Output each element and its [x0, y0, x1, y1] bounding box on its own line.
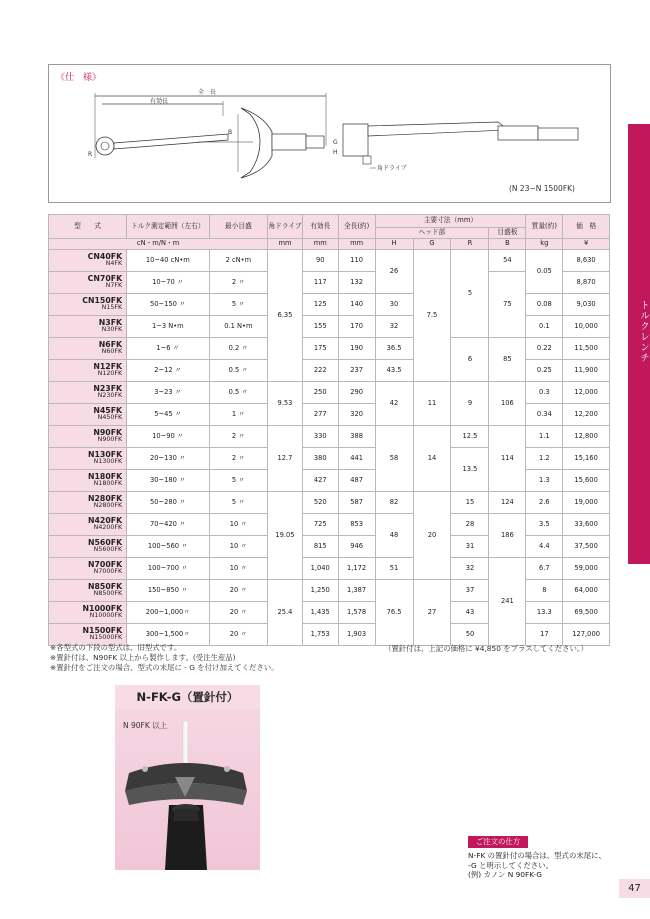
range-cell: 50~150 〃 — [127, 294, 209, 316]
old-model-name: N5600FK — [93, 546, 123, 554]
photo-title: N-FK-G（置針付） — [115, 685, 260, 709]
price-cell: 10,000 — [563, 316, 610, 338]
min-div-cell: 10 〃 — [209, 558, 268, 580]
spec-title: 《仕 様》 — [56, 73, 102, 83]
mass-cell: 6.7 — [526, 558, 563, 580]
model-cell — [49, 404, 127, 426]
price-cell: 19,000 — [563, 492, 610, 514]
b-cell: 186 — [489, 514, 526, 558]
mass-cell: 1.3 — [526, 470, 563, 492]
price-cell: 69,500 — [563, 602, 610, 624]
order-line: (例) カノン N 90FK-G — [468, 870, 542, 880]
model-name: N180FK — [87, 472, 123, 482]
b-cell: 85 — [489, 338, 526, 382]
header-total-length: 全長(約) — [338, 215, 375, 239]
model-cell — [49, 536, 127, 558]
label-effective-length: 有効長 — [150, 98, 169, 105]
model-cell — [49, 602, 127, 624]
total-length-cell: 853 — [338, 514, 375, 536]
h-cell: 82 — [375, 492, 413, 514]
old-model-name: N230FK — [97, 392, 123, 400]
old-model-name: N60FK — [101, 348, 123, 356]
range-cell: 150~850 〃 — [127, 580, 209, 602]
header-h: H — [375, 239, 413, 250]
wrench-diagram — [78, 86, 618, 190]
range-cell: 10~70 〃 — [127, 272, 209, 294]
old-model-name: N7000FK — [93, 568, 123, 576]
min-div-cell: 20 〃 — [209, 602, 268, 624]
order-line: -G と明示してください。 — [468, 860, 553, 870]
unit-eff-length: mm — [302, 239, 338, 250]
price-cell: 37,500 — [563, 536, 610, 558]
mass-cell: 0.22 — [526, 338, 563, 360]
table-row — [49, 558, 610, 580]
g-cell: 11 — [413, 382, 451, 426]
header-head: ヘッド部 — [375, 228, 489, 239]
total-length-cell: 290 — [338, 382, 375, 404]
photo-subtitle: N 90FK 以上 — [123, 721, 168, 730]
price-cell: 33,600 — [563, 514, 610, 536]
h-cell: 58 — [375, 426, 413, 492]
header-drive: 角ドライブ — [268, 215, 303, 239]
unit-mass: kg — [526, 239, 563, 250]
price-cell: 59,000 — [563, 558, 610, 580]
mass-cell: 1.1 — [526, 426, 563, 448]
eff-length-cell: 1,753 — [302, 624, 338, 646]
eff-length-cell: 250 — [302, 382, 338, 404]
r-cell: 6 — [451, 338, 489, 382]
r-cell: 15 — [451, 492, 489, 514]
b-cell: 241 — [489, 558, 526, 646]
eff-length-cell: 725 — [302, 514, 338, 536]
mass-cell: 2.6 — [526, 492, 563, 514]
min-div-cell: 10 〃 — [209, 514, 268, 536]
model-name: N45FK — [93, 406, 123, 416]
side-tab-label: トルクレンチ — [638, 300, 649, 363]
old-model-name: N2800FK — [93, 502, 123, 510]
price-cell: 12,800 — [563, 426, 610, 448]
b-cell: 106 — [489, 382, 526, 426]
eff-length-cell: 90 — [302, 250, 338, 272]
eff-length-cell: 330 — [302, 426, 338, 448]
header-price: 価 格 — [563, 215, 610, 239]
model-name: CN40FK — [87, 252, 123, 262]
mass-cell: 0.05 — [526, 250, 563, 294]
min-div-cell: 5 〃 — [209, 492, 268, 514]
old-model-name: N900FK — [97, 436, 123, 444]
r-cell: 32 — [451, 558, 489, 580]
old-model-name: N1300FK — [93, 458, 123, 466]
r-cell: 12.5 — [451, 426, 489, 448]
old-model-name: N4200FK — [93, 524, 123, 532]
min-div-cell: 2 〃 — [209, 448, 268, 470]
range-cell: 70~420 〃 — [127, 514, 209, 536]
table-row — [49, 360, 610, 382]
product-photo — [115, 709, 260, 870]
eff-length-cell: 427 — [302, 470, 338, 492]
mass-cell: 8 — [526, 580, 563, 602]
r-cell: 5 — [451, 250, 489, 338]
eff-length-cell: 117 — [302, 272, 338, 294]
header-model: 型 式 — [49, 215, 127, 239]
model-name: N90FK — [93, 428, 123, 438]
label-h: H — [333, 149, 338, 156]
r-cell: 50 — [451, 624, 489, 646]
eff-length-cell: 1,250 — [302, 580, 338, 602]
eff-length-cell: 222 — [302, 360, 338, 382]
order-title: ご注文の仕方 — [468, 836, 528, 848]
total-length-cell: 1,578 — [338, 602, 375, 624]
range-cell: 1~3 N•m — [127, 316, 209, 338]
table-row — [49, 602, 610, 624]
model-cell — [49, 382, 127, 404]
table-row — [49, 470, 610, 492]
model-name: N6FK — [98, 340, 123, 350]
table-row — [49, 580, 610, 602]
range-cell: 30~180 〃 — [127, 470, 209, 492]
order-line: N-FK の置針付の場合は、型式の末尾に、 — [468, 851, 606, 860]
range-cell: 50~280 〃 — [127, 492, 209, 514]
header-dial: 目盛板 — [489, 228, 526, 239]
price-cell: 12,000 — [563, 382, 610, 404]
mass-cell: 0.34 — [526, 404, 563, 426]
unit-drive: mm — [268, 239, 303, 250]
range-cell: 5~45 〃 — [127, 404, 209, 426]
header-range: トルク測定範囲（左右） — [127, 215, 209, 239]
model-name: N12FK — [93, 362, 123, 372]
total-length-cell: 1,387 — [338, 580, 375, 602]
header-g: G — [413, 239, 451, 250]
price-cell: 15,160 — [563, 448, 610, 470]
model-cell — [49, 514, 127, 536]
min-div-cell: 2 cN•m — [209, 250, 268, 272]
header-b: B — [489, 239, 526, 250]
model-name: N1500FK — [82, 626, 123, 636]
range-cell: 3~23 〃 — [127, 382, 209, 404]
price-cell: 9,030 — [563, 294, 610, 316]
table-row — [49, 426, 610, 448]
range-cell: 10~40 cN•m — [127, 250, 209, 272]
unit-total-length: mm — [338, 239, 375, 250]
total-length-cell: 587 — [338, 492, 375, 514]
drive-cell: 6.35 — [268, 250, 303, 382]
min-div-cell: 5 〃 — [209, 294, 268, 316]
mass-cell: 13.3 — [526, 602, 563, 624]
eff-length-cell: 380 — [302, 448, 338, 470]
min-div-cell: 10 〃 — [209, 536, 268, 558]
model-name: N560FK — [87, 538, 123, 548]
g-cell: 14 — [413, 426, 451, 492]
mass-cell: 4.4 — [526, 536, 563, 558]
footnote-line: ※置針付をご注文の場合、型式の末尾に - G を付け加えてください。 — [50, 663, 279, 672]
range-cell: 100~700 〃 — [127, 558, 209, 580]
label-b: B — [228, 129, 233, 136]
table-row — [49, 272, 610, 294]
table-row — [49, 404, 610, 426]
model-name: N280FK — [87, 494, 123, 504]
table-row — [49, 492, 610, 514]
b-cell: 124 — [489, 492, 526, 514]
r-cell: 31 — [451, 536, 489, 558]
model-name: N130FK — [87, 450, 123, 460]
total-length-cell: 388 — [338, 426, 375, 448]
price-cell: 15,600 — [563, 470, 610, 492]
h-cell: 43.5 — [375, 360, 413, 382]
h-cell: 42 — [375, 382, 413, 426]
order-body — [468, 851, 606, 880]
model-cell — [49, 492, 127, 514]
mass-cell: 0.08 — [526, 294, 563, 316]
mass-cell: 3.5 — [526, 514, 563, 536]
unit-price: ¥ — [563, 239, 610, 250]
total-length-cell: 487 — [338, 470, 375, 492]
mass-cell: 0.1 — [526, 316, 563, 338]
price-cell: 11,900 — [563, 360, 610, 382]
model-cell — [49, 272, 127, 294]
model-range-note: (N 23~N 1500FK) — [509, 184, 575, 193]
old-model-name: N7FK — [105, 282, 123, 290]
footnotes — [50, 643, 279, 673]
price-cell: 8,630 — [563, 250, 610, 272]
model-name: N23FK — [93, 384, 123, 394]
model-cell — [49, 338, 127, 360]
table-row — [49, 536, 610, 558]
r-cell: 37 — [451, 580, 489, 602]
model-cell — [49, 426, 127, 448]
min-div-cell: 2 〃 — [209, 426, 268, 448]
model-name: N420FK — [87, 516, 123, 526]
torque-wrench-photo — [115, 709, 260, 870]
r-cell: 43 — [451, 602, 489, 624]
r-cell: 13.5 — [451, 448, 489, 492]
header-min-div: 最小目盛 — [209, 215, 268, 239]
old-model-name: N15FK — [101, 304, 123, 312]
model-name: N850FK — [87, 582, 123, 592]
h-cell: 26 — [375, 250, 413, 294]
price-cell: 64,000 — [563, 580, 610, 602]
total-length-cell: 132 — [338, 272, 375, 294]
total-length-cell: 110 — [338, 250, 375, 272]
min-div-cell: 20 〃 — [209, 580, 268, 602]
table-row — [49, 316, 610, 338]
header-r: R — [451, 239, 489, 250]
model-name: N1000FK — [82, 604, 123, 614]
old-model-name: N30FK — [101, 326, 123, 334]
total-length-cell: 190 — [338, 338, 375, 360]
table-row — [49, 338, 610, 360]
old-model-name: N1800FK — [93, 480, 123, 488]
range-cell: 2~12 〃 — [127, 360, 209, 382]
min-div-cell: 0.2 〃 — [209, 338, 268, 360]
model-cell — [49, 448, 127, 470]
model-name: CN150FK — [82, 296, 123, 306]
model-cell — [49, 580, 127, 602]
eff-length-cell: 125 — [302, 294, 338, 316]
drive-cell: 25.4 — [268, 580, 303, 646]
h-cell: 36.5 — [375, 338, 413, 360]
mass-cell: 17 — [526, 624, 563, 646]
range-cell: 300~1,500〃 — [127, 624, 209, 646]
total-length-cell: 441 — [338, 448, 375, 470]
eff-length-cell: 175 — [302, 338, 338, 360]
min-div-cell: 2 〃 — [209, 272, 268, 294]
range-cell: 20~130 〃 — [127, 448, 209, 470]
price-cell: 127,000 — [563, 624, 610, 646]
total-length-cell: 1,172 — [338, 558, 375, 580]
model-cell — [49, 558, 127, 580]
min-div-cell: 0.1 N•m — [209, 316, 268, 338]
h-cell: 30 — [375, 294, 413, 316]
old-model-name: N4FK — [105, 260, 123, 268]
min-div-cell: 0.5 〃 — [209, 360, 268, 382]
total-length-cell: 140 — [338, 294, 375, 316]
table-row — [49, 294, 610, 316]
range-cell: 200~1,000〃 — [127, 602, 209, 624]
label-r: R — [88, 151, 93, 158]
h-cell: 51 — [375, 558, 413, 580]
g-cell: 27 — [413, 580, 451, 646]
g-cell: 20 — [413, 492, 451, 580]
eff-length-cell: 1,435 — [302, 602, 338, 624]
eff-length-cell: 815 — [302, 536, 338, 558]
spec-table — [48, 214, 610, 646]
b-cell: 75 — [489, 272, 526, 338]
model-cell — [49, 360, 127, 382]
price-cell: 12,200 — [563, 404, 610, 426]
drive-cell: 19.05 — [268, 492, 303, 580]
min-div-cell: 1 〃 — [209, 404, 268, 426]
model-cell — [49, 316, 127, 338]
g-cell: 7.5 — [413, 250, 451, 382]
table-row — [49, 250, 610, 272]
footnote-line: ※各型式の下段の型式は、旧型式です。 — [50, 643, 182, 652]
r-cell: 9 — [451, 382, 489, 426]
mass-cell: 1.2 — [526, 448, 563, 470]
total-length-cell: 320 — [338, 404, 375, 426]
mass-cell: 0.25 — [526, 360, 563, 382]
model-name: N3FK — [98, 318, 123, 328]
footnote-line: ※置針付は、N90FK 以上から製作します。(受注生産品) — [50, 653, 236, 662]
header-main-dims: 主要寸法（mm） — [375, 215, 526, 228]
price-note: （置針付は、上記の価格に ¥4,850 をプラスしてください。） — [384, 644, 589, 653]
mass-cell: 0.3 — [526, 382, 563, 404]
total-length-cell: 237 — [338, 360, 375, 382]
unit-torque: cN・m/N・m — [49, 239, 268, 250]
table-row — [49, 448, 610, 470]
label-overall-length: 全 長 — [198, 89, 217, 96]
min-div-cell: 5 〃 — [209, 470, 268, 492]
drive-cell: 9.53 — [268, 382, 303, 426]
label-g: G — [333, 139, 338, 146]
h-cell: 32 — [375, 316, 413, 338]
eff-length-cell: 520 — [302, 492, 338, 514]
b-cell: 54 — [489, 250, 526, 272]
model-name: CN70FK — [87, 274, 123, 284]
price-cell: 11,500 — [563, 338, 610, 360]
model-name: N700FK — [87, 560, 123, 570]
r-cell: 28 — [451, 514, 489, 536]
eff-length-cell: 155 — [302, 316, 338, 338]
min-div-cell: 20 〃 — [209, 624, 268, 646]
model-cell — [49, 294, 127, 316]
h-cell: 76.5 — [375, 580, 413, 646]
range-cell: 100~560 〃 — [127, 536, 209, 558]
table-row — [49, 514, 610, 536]
price-cell: 8,870 — [563, 272, 610, 294]
total-length-cell: 170 — [338, 316, 375, 338]
b-cell: 114 — [489, 426, 526, 492]
drive-cell: 12.7 — [268, 426, 303, 492]
eff-length-cell: 1,040 — [302, 558, 338, 580]
range-cell: 10~90 〃 — [127, 426, 209, 448]
range-cell: 1~6 〃 — [127, 338, 209, 360]
min-div-cell: 0.5 〃 — [209, 382, 268, 404]
old-model-name: N120FK — [97, 370, 123, 378]
eff-length-cell: 277 — [302, 404, 338, 426]
h-cell: 48 — [375, 514, 413, 558]
page-number: 47 — [619, 879, 650, 898]
total-length-cell: 1,903 — [338, 624, 375, 646]
model-cell — [49, 250, 127, 272]
old-model-name: N15000FK — [89, 634, 123, 642]
old-model-name: N8500FK — [93, 590, 123, 598]
header-mass: 質量(約) — [526, 215, 563, 239]
total-length-cell: 946 — [338, 536, 375, 558]
old-model-name: N450FK — [97, 414, 123, 422]
model-cell — [49, 470, 127, 492]
header-eff-length: 有効長 — [302, 215, 338, 239]
label-drive: 角ドライブ — [377, 165, 407, 172]
old-model-name: N10000FK — [89, 612, 123, 620]
table-row — [49, 382, 610, 404]
